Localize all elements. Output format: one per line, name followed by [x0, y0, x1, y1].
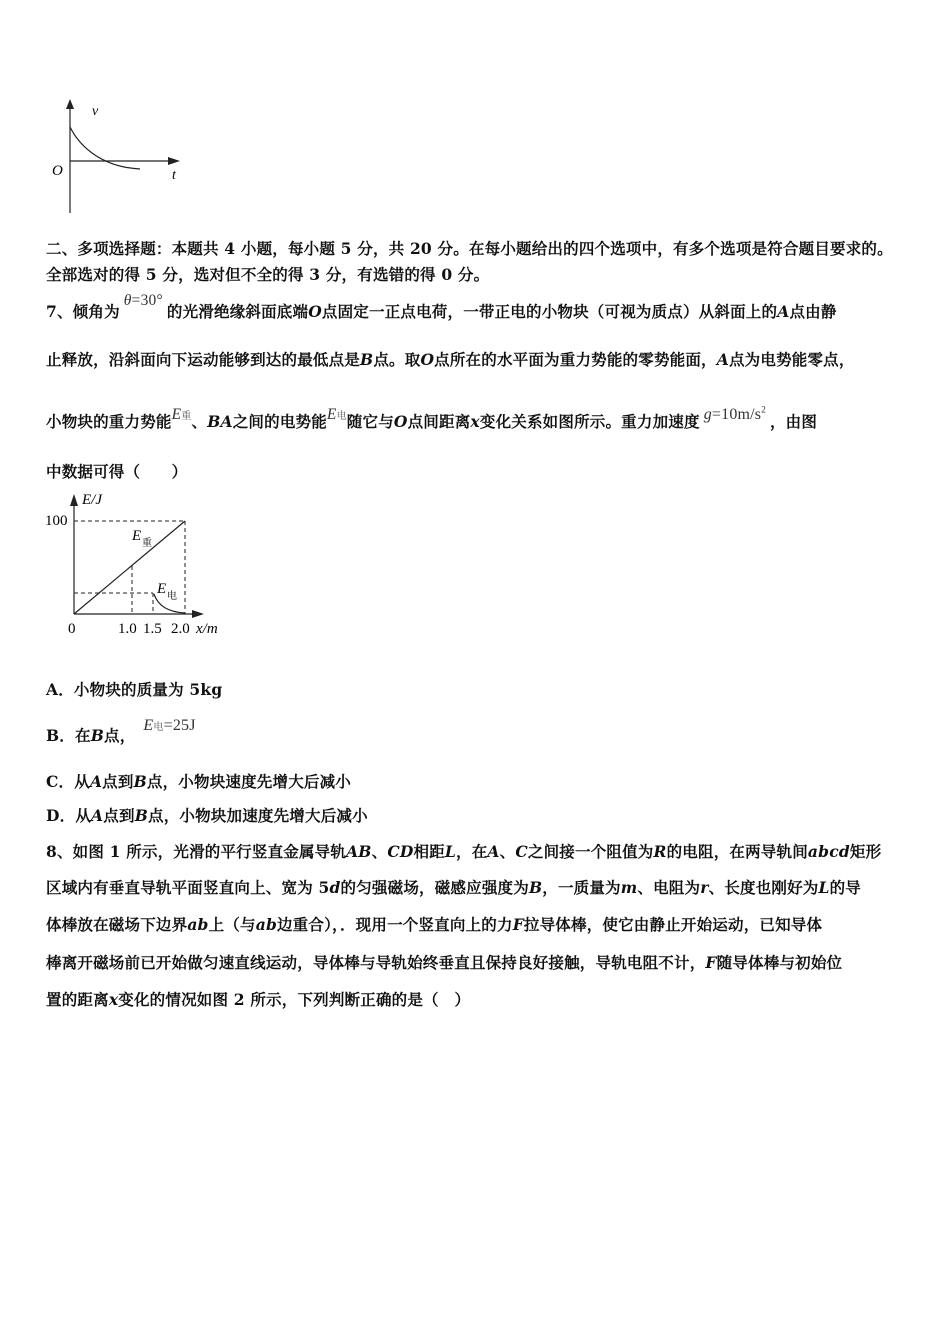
origin-label: O	[52, 163, 63, 179]
variable-d: d	[329, 878, 341, 897]
rail-cd: CD	[387, 842, 414, 861]
q7-text: 点为电势能零点，	[728, 350, 855, 369]
q8-text: 、	[499, 842, 516, 861]
q8-text: 之间接一个阻值为	[527, 842, 654, 861]
t-axis-arrow	[168, 157, 180, 165]
x-axis-arrow	[192, 610, 204, 618]
option-d-text: 点到	[103, 806, 135, 825]
region-abcd: abcd	[807, 842, 850, 861]
subscript-dian: 电	[336, 411, 347, 422]
theta-expression	[124, 292, 163, 309]
option-b-expression	[143, 717, 195, 734]
e-electric-subscript: 电	[167, 591, 177, 602]
question-7-line3	[46, 404, 818, 432]
variable-x: x	[108, 990, 119, 1009]
question-8-line3	[46, 913, 822, 935]
theta-symbol: θ	[123, 292, 132, 309]
variable-m: m	[620, 878, 638, 897]
q7-text: 随它与	[346, 412, 394, 431]
section-2-heading-line2: 全部选对的得 5 分，选对但不全的得 3 分，有选错的得 0 分。	[46, 265, 490, 284]
edge-ab: ab	[255, 915, 277, 934]
question-8-line4	[46, 951, 842, 973]
theta-value: =30°	[131, 292, 163, 309]
q7-text: 点由静	[789, 302, 837, 321]
point-o: O	[420, 350, 435, 369]
question-7-line2	[46, 348, 855, 370]
point-a: A	[91, 806, 104, 825]
variable-b: B	[528, 878, 543, 897]
option-b	[46, 717, 196, 746]
q7-text: 点。取	[373, 350, 421, 369]
question-7-line1	[46, 292, 837, 322]
q7-text: 之间的电势能	[232, 412, 327, 431]
option-c	[46, 770, 351, 792]
option-c-text: C．从	[46, 772, 90, 791]
q7-text: ，由图	[769, 412, 818, 431]
q7-text: 点所在的水平面为重力势能的零势能面，	[434, 350, 717, 369]
e-axis-label: E/J	[82, 492, 102, 508]
section-2-heading-line1: 二、多项选择题：本题共 4 小题，每小题 5 分，共 20 分。在每小题给出的四个选项中，有多个选项是符合题目要求的。	[46, 239, 893, 258]
point-a: A	[716, 350, 729, 369]
q7-text: 止释放，沿斜面向下运动能够到达的最低点是	[46, 350, 361, 369]
x-tick-1-0: 1.0	[118, 621, 137, 637]
option-c-text: 点，小物块速度先增大后减小	[146, 772, 351, 791]
point-a: A	[777, 302, 790, 321]
point-b: B	[134, 806, 148, 825]
q7-text: 、	[191, 412, 208, 431]
point-o: O	[308, 302, 322, 321]
velocity-time-graph	[40, 95, 190, 220]
option-b-text: B．在	[46, 726, 91, 745]
x-tick-2-0: 2.0	[171, 621, 190, 637]
q8-text: 变化的情况如图 2 所示，下列判断正确的是（ ）	[118, 990, 471, 1009]
gravity-energy-symbol	[172, 406, 192, 423]
q7-text: 7、倾角为	[46, 302, 120, 321]
q8-text: ，在	[456, 842, 488, 861]
q8-text: 的匀强磁场，磁感应强度为	[340, 878, 529, 897]
x-axis-label: x/m	[196, 621, 218, 637]
t-axis-label: t	[172, 168, 176, 183]
q7-text: 变化关系如图所示。重力加速度	[479, 412, 700, 431]
e-axis-arrow	[70, 494, 78, 506]
q7-text: 点固定一正点电荷，一带正电的小物块（可视为质点）从斜面上的	[321, 302, 778, 321]
gravity-acceleration	[704, 406, 766, 423]
q8-text: 的导	[829, 878, 861, 897]
subscript-dian: 电	[153, 722, 164, 733]
q8-text: 体棒放在磁场下边界	[46, 915, 188, 934]
q8-text: 8、如图 1 所示，光滑的平行竖直金属导轨	[46, 842, 347, 861]
q8-text: 随导体棒与初始位	[716, 953, 843, 972]
q8-text: 棒离开磁场前已开始做匀速直线运动，导体棒与导轨始终垂直且保持良好接触，导轨电阻不计，	[46, 953, 706, 972]
velocity-curve	[70, 127, 140, 169]
q8-text: ，一质量为	[542, 878, 621, 897]
e-symbol: E	[326, 406, 337, 423]
q8-text: 拉导体棒，使它由静止开始运动，已知导体	[523, 915, 823, 934]
point-b: B	[133, 772, 147, 791]
point-b: B	[360, 350, 374, 369]
e-gravity-subscript: 重	[142, 538, 152, 549]
point-o: O	[393, 412, 408, 431]
question-8-line1	[46, 840, 881, 862]
variable-r: R	[653, 842, 667, 861]
v-axis-arrow	[66, 99, 74, 109]
point-a: A	[487, 842, 500, 861]
subscript-zhong: 重	[181, 411, 192, 422]
q8-text: 矩形	[849, 842, 882, 861]
q8-text: 上（与	[208, 915, 256, 934]
point-c: C	[515, 842, 528, 861]
q8-text: 相距	[413, 842, 445, 861]
g-value: =10m/s	[711, 406, 762, 423]
x-tick-1-5: 1.5	[143, 621, 162, 637]
q8-text: 的电阻，在两导轨间	[666, 842, 808, 861]
edge-ab: ab	[187, 915, 209, 934]
e-symbol: E	[143, 717, 154, 734]
q8-text: 、长度也刚好为	[708, 878, 819, 897]
g-symbol: g	[703, 406, 712, 423]
y-tick-100: 100	[45, 513, 68, 529]
x-tick-0: 0	[68, 621, 76, 637]
q8-text: 、	[371, 842, 388, 861]
point-a: A	[89, 772, 103, 791]
v-axis-label: v	[92, 104, 99, 119]
g-exponent: 2	[761, 404, 766, 415]
q7-text: 点间距离	[407, 412, 471, 431]
q8-text: 、电阻为	[637, 878, 701, 897]
q8-text: 边重合），．现用一个竖直向上的力	[276, 915, 513, 934]
option-d-text: 点，小物块加速度先增大后减小	[148, 806, 368, 825]
q8-text: 置的距离	[46, 990, 109, 1009]
rail-ab: AB	[346, 842, 372, 861]
variable-l: L	[444, 842, 457, 861]
question-7-line4: 中数据可得（ ）	[46, 462, 188, 481]
option-d	[46, 804, 368, 826]
variable-f: F	[705, 953, 717, 972]
segment-ba: BA	[207, 412, 233, 431]
variable-r-small: r	[700, 878, 709, 897]
variable-l: L	[818, 878, 830, 897]
option-a: A．小物块的质量为 5kg	[46, 680, 223, 699]
energy-distance-graph	[40, 490, 240, 640]
option-d-text: D．从	[46, 806, 92, 825]
e-symbol: E	[171, 406, 182, 423]
question-8-line2	[46, 876, 861, 898]
e-electric-label: E	[157, 581, 167, 597]
electric-energy-symbol	[327, 406, 347, 423]
point-b: B	[90, 726, 105, 745]
e-gravity-label: E	[132, 528, 142, 544]
option-c-text: 点到	[102, 772, 134, 791]
option-b-value: =25J	[163, 717, 196, 734]
option-b-text: 点，	[104, 726, 136, 745]
q7-text: 小物块的重力势能	[46, 412, 172, 431]
q7-text: 的光滑绝缘斜面底端	[166, 302, 309, 321]
variable-x: x	[470, 412, 480, 431]
variable-f: F	[512, 915, 524, 934]
question-8-line5	[46, 988, 470, 1010]
q8-text: 区域内有垂直导轨平面竖直向上、宽为 5	[46, 878, 330, 897]
